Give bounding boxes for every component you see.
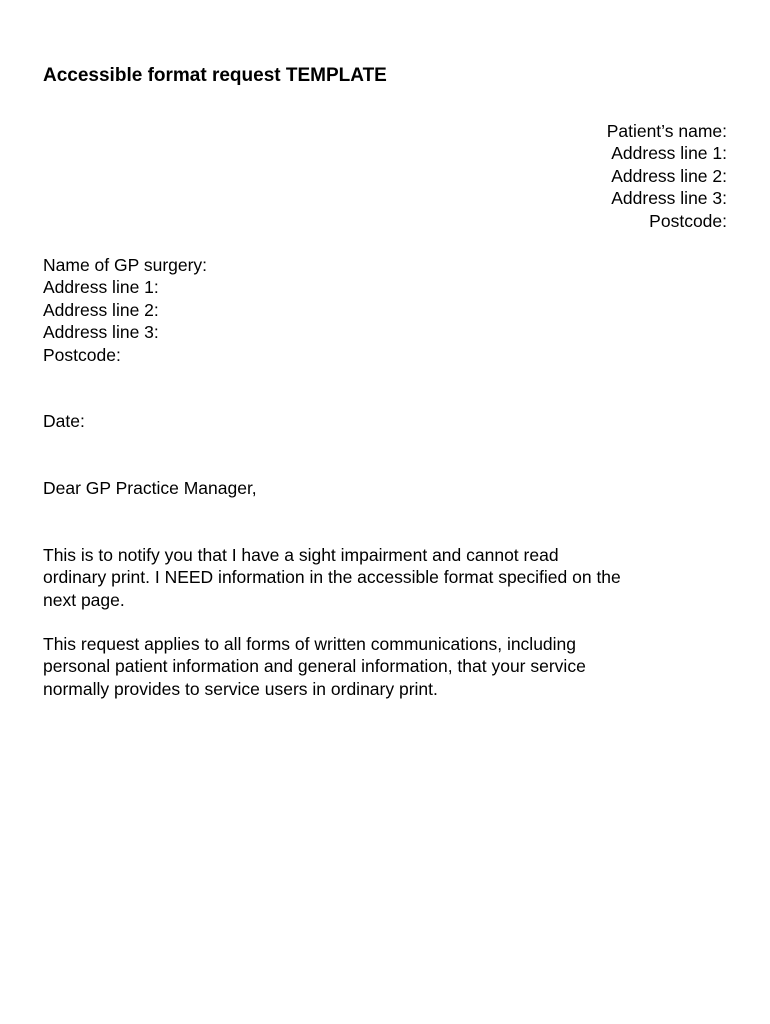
salutation: Dear GP Practice Manager, — [43, 478, 257, 498]
patient-address-line-2-label: Address line 2: — [611, 165, 727, 186]
paragraph-line: normally provides to service users in ordinary print. — [43, 678, 438, 699]
patient-postcode-label: Postcode: — [649, 210, 727, 231]
surgery-address-block — [43, 254, 207, 366]
patient-address-line-1-label: Address line 1: — [611, 143, 727, 164]
paragraph-line: This is to notify you that I have a sight impairment and cannot read — [43, 545, 559, 565]
paragraph-request-scope — [43, 633, 743, 700]
paragraph-line: This request applies to all forms of written communications, including — [43, 634, 577, 654]
paragraph-sight-impairment — [43, 544, 743, 611]
surgery-address-line-2-label: Address line 2: — [43, 299, 159, 320]
patient-address-line-3-label: Address line 3: — [611, 188, 727, 209]
patient-name-label: Patient’s name: — [606, 121, 727, 141]
paragraph-line: next page. — [43, 589, 125, 610]
surgery-name-label: Name of GP surgery: — [43, 255, 208, 275]
paragraph-line: ordinary print. I NEED information in the accessible format specified on the — [43, 567, 621, 588]
surgery-postcode-label: Postcode: — [43, 344, 121, 365]
paragraph-line: personal patient information and general information, that your service — [43, 656, 586, 677]
date-label: Date: — [43, 411, 85, 431]
surgery-address-line-3-label: Address line 3: — [43, 322, 159, 343]
patient-address-block — [607, 120, 727, 232]
surgery-address-line-1-label: Address line 1: — [43, 277, 159, 298]
document-title: Accessible format request TEMPLATE — [43, 65, 387, 86]
